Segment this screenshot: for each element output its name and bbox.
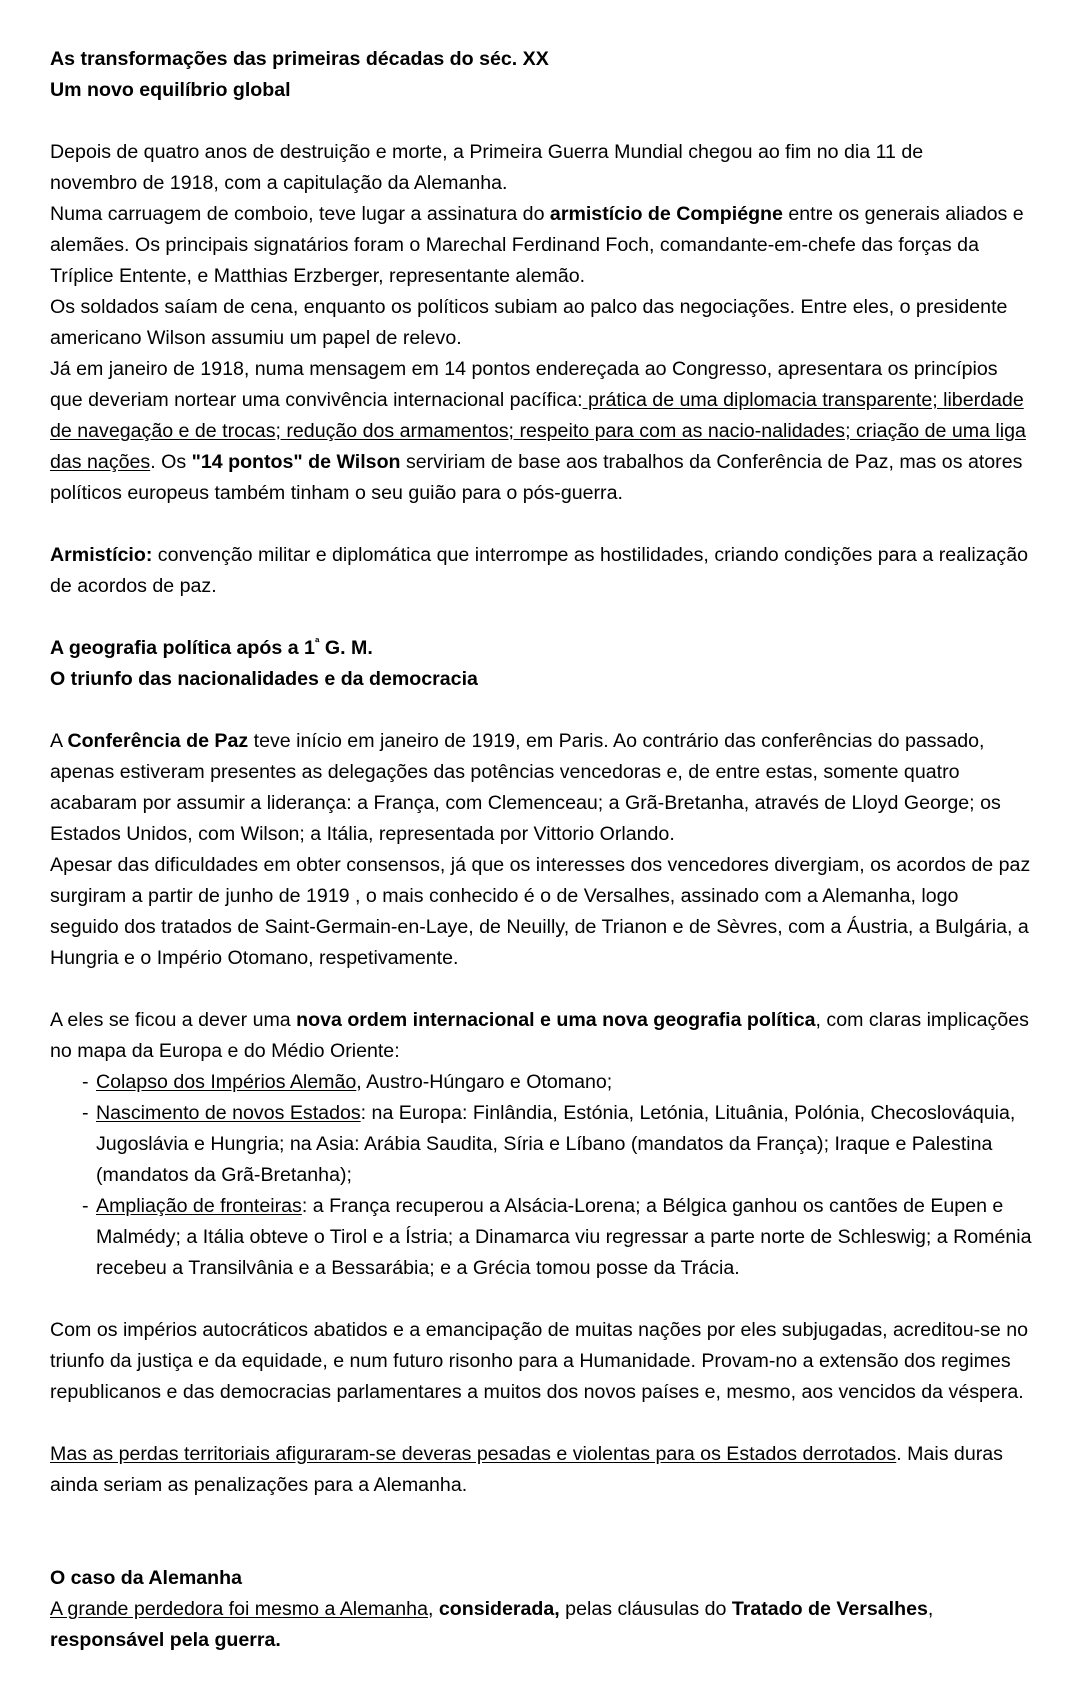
intro-paragraph-3: Os soldados saíam de cena, enquanto os políticos subiam ao palco das negociações. Entre eles, o presidente americano Wilson assumiu um papel de relevo.: [50, 296, 1008, 349]
intro-p2-post: entre os generais aliados e alemães. Os principais signatários foram o Marechal Ferdinand Foch, comandante-em-chefe das forças da Tríplice Entente, e Matthias Erzberger, representante alemão.: [50, 203, 1024, 287]
spacer: [50, 695, 1032, 726]
list-marker-dash: -: [82, 1071, 89, 1093]
conclusion-p2-post: . Mais duras ainda seriam as penalizações para a Alemanha.: [50, 1443, 1003, 1496]
geography-paragraph-3: [50, 1005, 1032, 1067]
intro-p2-bold-term: armistício de Compiégne: [549, 203, 783, 225]
list-item-underlined-term: Ampliação de fronteiras: [96, 1195, 302, 1217]
spacer: [50, 1284, 1032, 1315]
spacer: [50, 974, 1032, 1005]
geografia-heading-pre: A geografia política após a 1: [50, 637, 315, 659]
list-item: [50, 1098, 1032, 1191]
list-item-rest: : a França recuperou a Alsácia-Lorena; a Bélgica ganhou os cantões de Eupen e Malmédy; a Itália obteve o Tirol e a Ístria; a Dinamarca viu regressar a parte norte de Schleswig; a Roménia recebeu a Transilvânia e a Bessarábia; e a Grécia tomou posse da Trácia.: [96, 1195, 1032, 1279]
definition-text: convenção militar e diplomática que interrompe as hostilidades, criando condições para a realização de acordos de paz.: [50, 544, 1029, 597]
intro-p4-mid: . Os: [150, 451, 192, 473]
list-item-rest: , Austro-Húngaro e Otomano;: [356, 1071, 613, 1093]
geografia-heading-post: G. M.: [319, 637, 373, 659]
geography-p1-pre: A: [50, 730, 68, 752]
germany-bold-considerada: considerada,: [438, 1598, 560, 1620]
section-heading-geografia: [50, 633, 1032, 664]
list-item: [50, 1067, 1032, 1098]
germany-paragraph: [50, 1594, 1032, 1656]
definition-armisticio: [50, 540, 1032, 602]
geography-p3-bold-term: nova ordem internacional e uma nova geografia política: [296, 1009, 816, 1031]
conclusion-underlined-statement: Mas as perdas territoriais afiguraram-se deveras pesadas e violentas para os Estados derrotados: [50, 1443, 897, 1465]
geography-p1-post: teve início em janeiro de 1919, em Paris. Ao contrário das conferências do passado, apenas estiveram presentes as delegações das potências vencedoras e, de entre estas, somente quatro acabaram por assumir a liderança: a França, com Clemenceau; a Grã-Bretanha, através de Lloyd George; os Estados Unidos, com Wilson; a Itália, representada por Vittorio Orlando.: [50, 730, 1001, 845]
intro-p1-line-2: novembro de 1918, com a capitulação da Alemanha.: [50, 172, 508, 194]
geography-p1-bold-term: Conferência de Paz: [67, 730, 249, 752]
list-item: [50, 1191, 1032, 1284]
germany-underlined-statement: A grande perdedora foi mesmo a Alemanha: [50, 1598, 428, 1620]
document-subtitle-line-2: Um novo equilíbrio global: [50, 79, 291, 101]
intro-p4-pre: Já em janeiro de 1918, numa mensagem em 14 pontos endereçada ao Congresso, apresentara os princípios que deveriam nortear uma convivência internacional pacífica:: [50, 358, 998, 411]
geography-p3-post: , com claras implicações no mapa da Europa e do Médio Oriente:: [50, 1009, 1029, 1062]
conclusion-paragraph-2: [50, 1439, 1032, 1501]
spacer: [50, 106, 1032, 137]
consequences-list: [50, 1067, 1032, 1284]
intro-p2-pre: Numa carruagem de comboio, teve lugar a assinatura do: [50, 203, 550, 225]
intro-p4-post: serviriam de base aos trabalhos da Conferência de Paz, mas os atores políticos europeus também tinham o seu guião para o pós-guerra.: [50, 451, 1023, 504]
list-item-text: [96, 1191, 1032, 1284]
geography-p3-pre: A eles se ficou a dever uma: [50, 1009, 297, 1031]
intro-paragraph-4: [50, 354, 1032, 509]
intro-paragraph-2: [50, 199, 1032, 292]
list-marker-dash: -: [82, 1195, 89, 1217]
germany-mid-3: ,: [927, 1598, 934, 1620]
conclusion-paragraph-1: Com os impérios autocráticos abatidos e a emancipação de muitas nações por eles subjugadas, acreditou-se no triunfo da justiça e da equidade, e num futuro risonho para a Humanidade. Provam-no a extensão dos regimes republicanos e das democracias parlamentares a muitos dos novos países e, mesmo, aos vencidos da véspera.: [50, 1319, 1029, 1403]
spacer: [50, 1501, 1032, 1563]
intro-p4-underlined-principles: prática de uma diplomacia transparente; liberdade de navegação e de trocas; redução dos armamentos; respeito para com as nacio-nalidades; criação de uma liga das nações: [50, 389, 1026, 473]
germany-bold-tratado: Tratado de Versalhes: [731, 1598, 928, 1620]
list-marker-dash: -: [82, 1102, 89, 1124]
ordinal-indicator: ª: [314, 635, 320, 650]
document-body: [50, 44, 1032, 1656]
germany-bold-responsavel: responsável pela guerra.: [50, 1629, 281, 1651]
geography-paragraph-1: [50, 726, 1032, 850]
intro-paragraph-1: [50, 137, 1032, 199]
list-item-underlined-term: Nascimento de novos Estados: [96, 1102, 361, 1124]
section-subheading-triunfo: O triunfo das nacionalidades e da democracia: [50, 668, 478, 690]
germany-mid-2: pelas cláusulas do: [559, 1598, 732, 1620]
spacer: [50, 509, 1032, 540]
document-title-line-1: As transformações das primeiras décadas do séc. XX: [50, 48, 549, 70]
spacer: [50, 602, 1032, 633]
spacer: [50, 1408, 1032, 1439]
section-heading-caso-alemanha: O caso da Alemanha: [50, 1567, 243, 1589]
intro-p4-bold-term: "14 pontos" de Wilson: [191, 451, 401, 473]
intro-p1-line-1: Depois de quatro anos de destruição e morte, a Primeira Guerra Mundial chegou ao fim no dia 11 de: [50, 141, 924, 163]
list-item-rest: : na Europa: Finlândia, Estónia, Letónia, Lituânia, Polónia, Checoslováquia, Jugoslávia e Hungria; na Asia: Arábia Saudita, Síria e Líbano (mandatos da França); Iraque e Palestina (mandatos da Grã-Bretanha);: [96, 1102, 1016, 1186]
list-item-text: [96, 1067, 1032, 1098]
definition-term: Armistício:: [50, 544, 153, 566]
germany-mid-1: ,: [427, 1598, 439, 1620]
list-item-text: [96, 1098, 1032, 1191]
geography-paragraph-2: Apesar das dificuldades em obter consensos, já que os interesses dos vencedores divergiam, os acordos de paz surgiram a partir de junho de 1919 , o mais conhecido é o de Versalhes, assinado com a Alemanha, logo seguido dos tratados de Saint-Germain-en-Laye, de Neuilly, de Trianon e de Sèvres, com a Áustria, a Bulgária, a Hungria e o Império Otomano, respetivamente.: [50, 854, 1031, 969]
list-item-underlined-term: Colapso dos Impérios Alemão: [96, 1071, 357, 1093]
